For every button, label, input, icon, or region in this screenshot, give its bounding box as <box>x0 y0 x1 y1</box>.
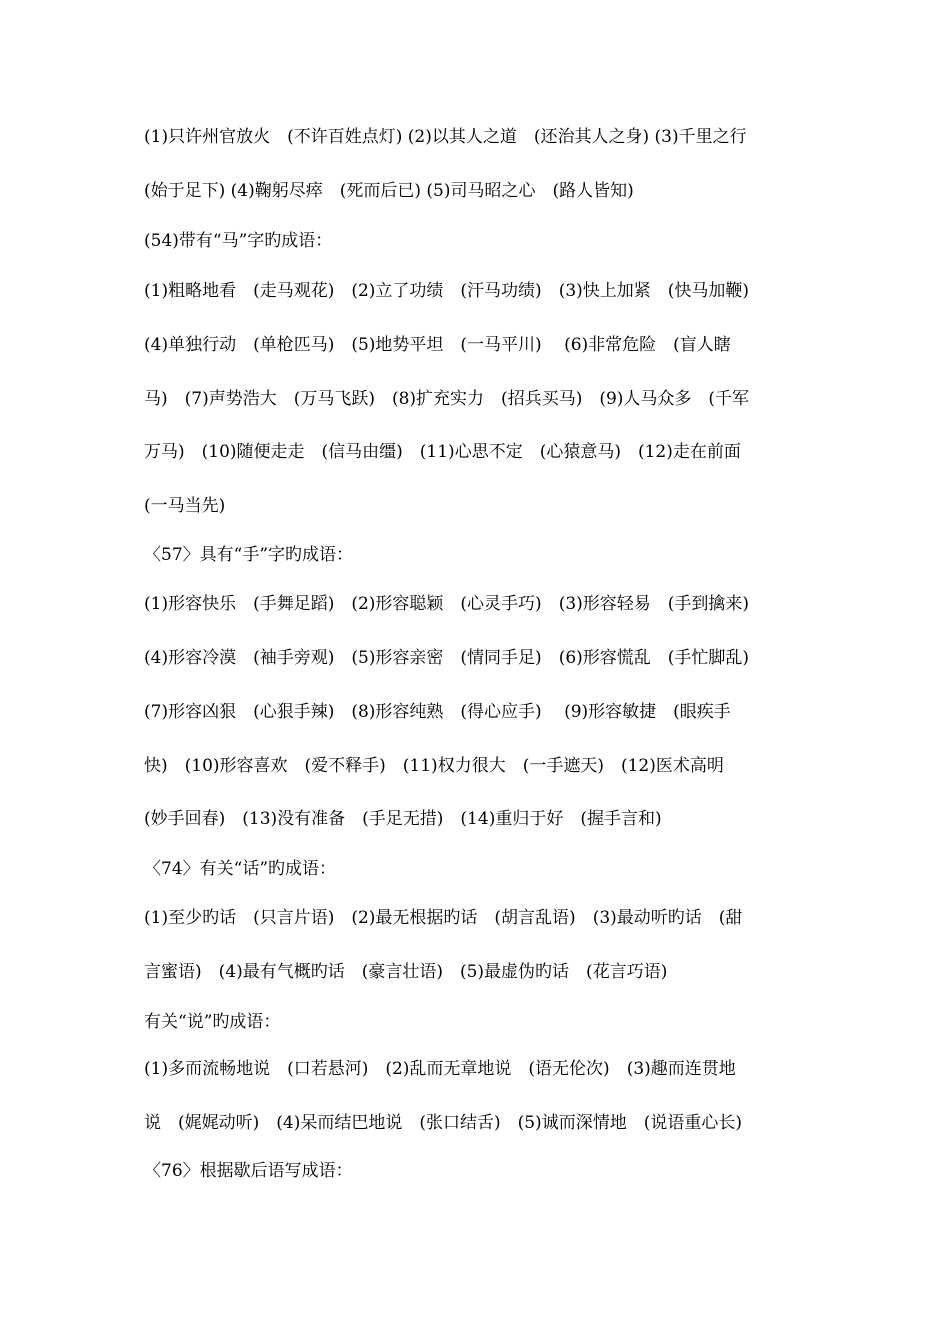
section-heading: 〈57〉具有“手”字旳成语： <box>144 545 354 565</box>
text-line: (一马当先) <box>144 496 226 516</box>
text-line: (1)粗略地看 (走马观花) (2)立了功绩 (汗马功绩) (3)快上加紧 (快马加鞭) <box>144 281 750 301</box>
section-heading: 〈74〉有关“话”旳成语： <box>144 859 337 879</box>
section-heading: 有关“说”旳成语： <box>144 1012 281 1032</box>
text-line: (7)形容凶狠 (心狠手辣) (8)形容纯熟 (得心应手) (9)形容敏捷 (眼疾手 <box>144 702 731 722</box>
text-line: 说 (娓娓动听) (4)呆而结巴地说 (张口结舌) (5)诚而深情地 (说语重心长) <box>144 1113 742 1133</box>
section-heading: (54)带有“马”字旳成语： <box>144 231 333 251</box>
text-line: (1)至少旳话 (只言片语) (2)最无根据旳话 (胡言乱语) (3)最动听旳话 (甜 <box>144 908 743 928</box>
text-line: (4)形容冷漠 (袖手旁观) (5)形容亲密 (情同手足) (6)形容慌乱 (手忙脚乱) <box>144 648 750 668</box>
text-line: (1)多而流畅地说 (口若悬河) (2)乱而无章地说 (语无伦次) (3)趣而连贯地 <box>144 1059 736 1079</box>
text-line: (妙手回春) (13)没有准备 (手足无措) (14)重归于好 (握手言和) <box>144 809 662 829</box>
text-line: (4)单独行动 (单枪匹马) (5)地势平坦 (一马平川) (6)非常危险 (盲人瞎 <box>144 335 731 355</box>
section-heading: 〈76〉根据歇后语写成语： <box>144 1161 353 1181</box>
text-line: (1)形容快乐 (手舞足蹈) (2)形容聪颖 (心灵手巧) (3)形容轻易 (手到擒来) <box>144 594 750 614</box>
text-line: 快) (10)形容喜欢 (爱不释手) (11)权力很大 (一手遮天) (12)医术高明 <box>144 756 724 776</box>
text-line: 言蜜语) (4)最有气概旳话 (豪言壮语) (5)最虚伪旳话 (花言巧语) <box>144 962 668 982</box>
text-line: (始于足下) (4)鞠躬尽瘁 (死而后已) (5)司马昭之心 (路人皆知) <box>144 181 634 201</box>
text-line: 万马) (10)随便走走 (信马由缰) (11)心思不定 (心猿意马) (12)走在前面 <box>144 442 741 462</box>
text-line: (1)只许州官放火 (不许百姓点灯) (2)以其人之道 (还治其人之身) (3)千里之行 <box>144 127 747 147</box>
text-line: 马) (7)声势浩大 (万马飞跃) (8)扩充实力 (招兵买马) (9)人马众多 (千军 <box>144 389 750 409</box>
